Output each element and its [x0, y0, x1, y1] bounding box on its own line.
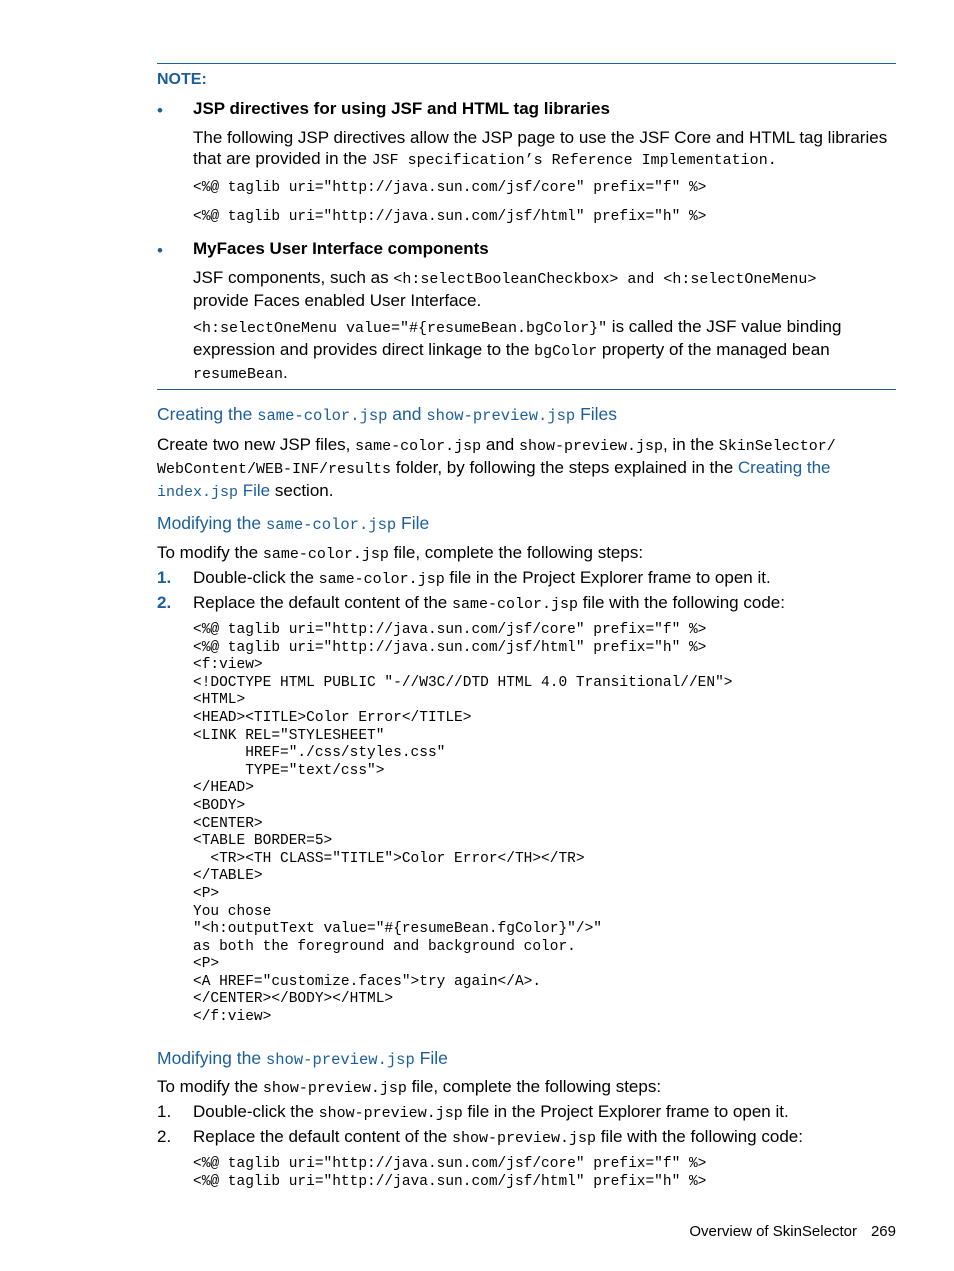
bullet-heading-jsp-directives: JSP directives for using JSF and HTML tag libraries	[193, 99, 610, 118]
heading-text: and	[387, 404, 427, 424]
mono-text: same-color.jsp	[318, 571, 445, 588]
mono-text: same-color.jsp	[355, 438, 482, 455]
text: file in the Project Explorer frame to open it.	[444, 568, 771, 587]
section2-intro	[157, 542, 899, 565]
text: JSF components, such as	[193, 268, 394, 287]
bullet-text-myfaces	[193, 267, 898, 311]
text: provide Faces enabled User Interface.	[193, 291, 482, 310]
text: , in the	[662, 435, 719, 454]
footer-title: Overview of SkinSelector	[689, 1223, 857, 1240]
bullet-icon: •	[157, 101, 163, 120]
mono-text: show-preview.jsp	[518, 438, 663, 455]
heading-text: File	[396, 513, 430, 533]
step-2	[157, 1127, 803, 1147]
bullet-text-value-binding	[193, 316, 898, 385]
step-1	[157, 568, 771, 588]
mono-text: resumeBean	[193, 366, 284, 383]
text: property of the managed bean	[597, 340, 830, 359]
text: Double-click the	[193, 568, 319, 587]
text: Replace the default content of the	[193, 593, 452, 612]
code-block-show-preview: <%@ taglib uri="http://java.sun.com/jsf/core" prefix="f" %> <%@ taglib uri="http://java.sun.com/jsf/html" prefix="h" %>	[193, 1156, 707, 1190]
heading-text: Files	[575, 404, 618, 424]
text: file with the following code:	[578, 593, 785, 612]
section-heading-creating-files	[157, 404, 617, 425]
section1-paragraph	[157, 434, 899, 503]
text: folder, by following the steps explained in the	[391, 458, 738, 477]
text: To modify the	[157, 543, 263, 562]
step-number: 1.	[157, 568, 172, 587]
mono-text: same-color.jsp	[451, 596, 578, 613]
text: The following JSP directives allow the JSP page to use the JSF Core and HTML tag libraries that are provided in the	[193, 128, 888, 168]
text: Double-click the	[193, 1102, 319, 1121]
mono-text: show-preview.jsp	[318, 1105, 463, 1122]
step-number: 1.	[157, 1102, 172, 1121]
mono-text: show-preview.jsp	[262, 1080, 407, 1097]
section-heading-modify-same-color	[157, 513, 429, 534]
step-2	[157, 593, 785, 613]
step-number: 2.	[157, 593, 172, 612]
text: file, complete the following steps:	[406, 1077, 662, 1096]
text: To modify the	[157, 1077, 263, 1096]
text: Create two new JSP files,	[157, 435, 356, 454]
text: file with the following code:	[596, 1127, 803, 1146]
note-title: NOTE:	[157, 71, 207, 88]
text: and	[481, 435, 519, 454]
code-line: <%@ taglib uri="http://java.sun.com/jsf/core" prefix="f" %>	[193, 180, 707, 196]
code-block-same-color: <%@ taglib uri="http://java.sun.com/jsf/core" prefix="f" %> <%@ taglib uri="http://java.sun.com/jsf/html" prefix="h" %> <f:view> <!DOCTYPE HTML PUBLIC "-//W3C//DTD HTML 4.0 Transitional//EN"> <HTML> <HEAD><TITLE>Color Error</TITLE> <LINK REL="STYLESHEET" HREF="./css/styles.css" TYPE="text/css"> </HEAD> <BODY> <CENTER> <TABLE BORDER=5> <TR><TH CLASS="TITLE">Color Error</TH></TR> </TABLE> <P> You chose "<h:outputText value="#{resumeBean.fgColor}"/>" as both the foreground and background color. <P> <A HREF="customize.faces">try again</A>. </CENTER></BODY></HTML> </f:view>	[193, 622, 733, 1026]
heading-mono: show-preview.jsp	[265, 1051, 415, 1069]
bullet-icon: •	[157, 241, 163, 260]
note-top-rule	[157, 63, 896, 64]
link-mono[interactable]: index.jsp	[157, 484, 239, 501]
heading-text: Creating the	[157, 404, 258, 424]
section-heading-modify-show-preview	[157, 1048, 448, 1069]
mono-text: show-preview.jsp	[451, 1130, 596, 1147]
link-text[interactable]: File	[238, 481, 271, 500]
step-1	[157, 1102, 789, 1122]
step-number: 2.	[157, 1127, 172, 1146]
heading-text: Modifying the	[157, 513, 266, 533]
note-bottom-rule	[157, 389, 896, 390]
mono-text: same-color.jsp	[262, 546, 389, 563]
text: file in the Project Explorer frame to open it.	[462, 1102, 789, 1121]
heading-mono: same-color.jsp	[257, 407, 388, 425]
text: Replace the default content of the	[193, 1127, 452, 1146]
page-number: 269	[870, 1223, 896, 1240]
text: .	[283, 363, 288, 382]
section3-intro	[157, 1076, 899, 1099]
text: file, complete the following steps:	[388, 543, 644, 562]
page-footer	[689, 1223, 896, 1240]
mono-text: JSF specification’s Reference Implementation.	[371, 152, 777, 169]
mono-text: bgColor	[534, 343, 598, 360]
heading-mono: show-preview.jsp	[426, 407, 576, 425]
link-text[interactable]: Creating the	[737, 458, 831, 477]
code-line: <%@ taglib uri="http://java.sun.com/jsf/html" prefix="h" %>	[193, 209, 707, 225]
bullet-heading-myfaces: MyFaces User Interface components	[193, 239, 489, 258]
heading-mono: same-color.jsp	[265, 516, 397, 534]
text: is called the JSF value binding expression and provides direct linkage to the	[193, 317, 842, 359]
heading-text: Modifying the	[157, 1048, 266, 1068]
mono-text: SkinSelector/ WebContent/WEB-INF/results	[157, 438, 836, 478]
mono-text: <h:selectOneMenu value="#{resumeBean.bgColor}"	[193, 320, 608, 337]
mono-text: <h:selectBooleanCheckbox> and <h:selectOneMenu>	[393, 271, 817, 288]
bullet-text-jsp-directives	[193, 127, 898, 171]
heading-text: File	[414, 1048, 448, 1068]
text: section.	[270, 481, 334, 500]
